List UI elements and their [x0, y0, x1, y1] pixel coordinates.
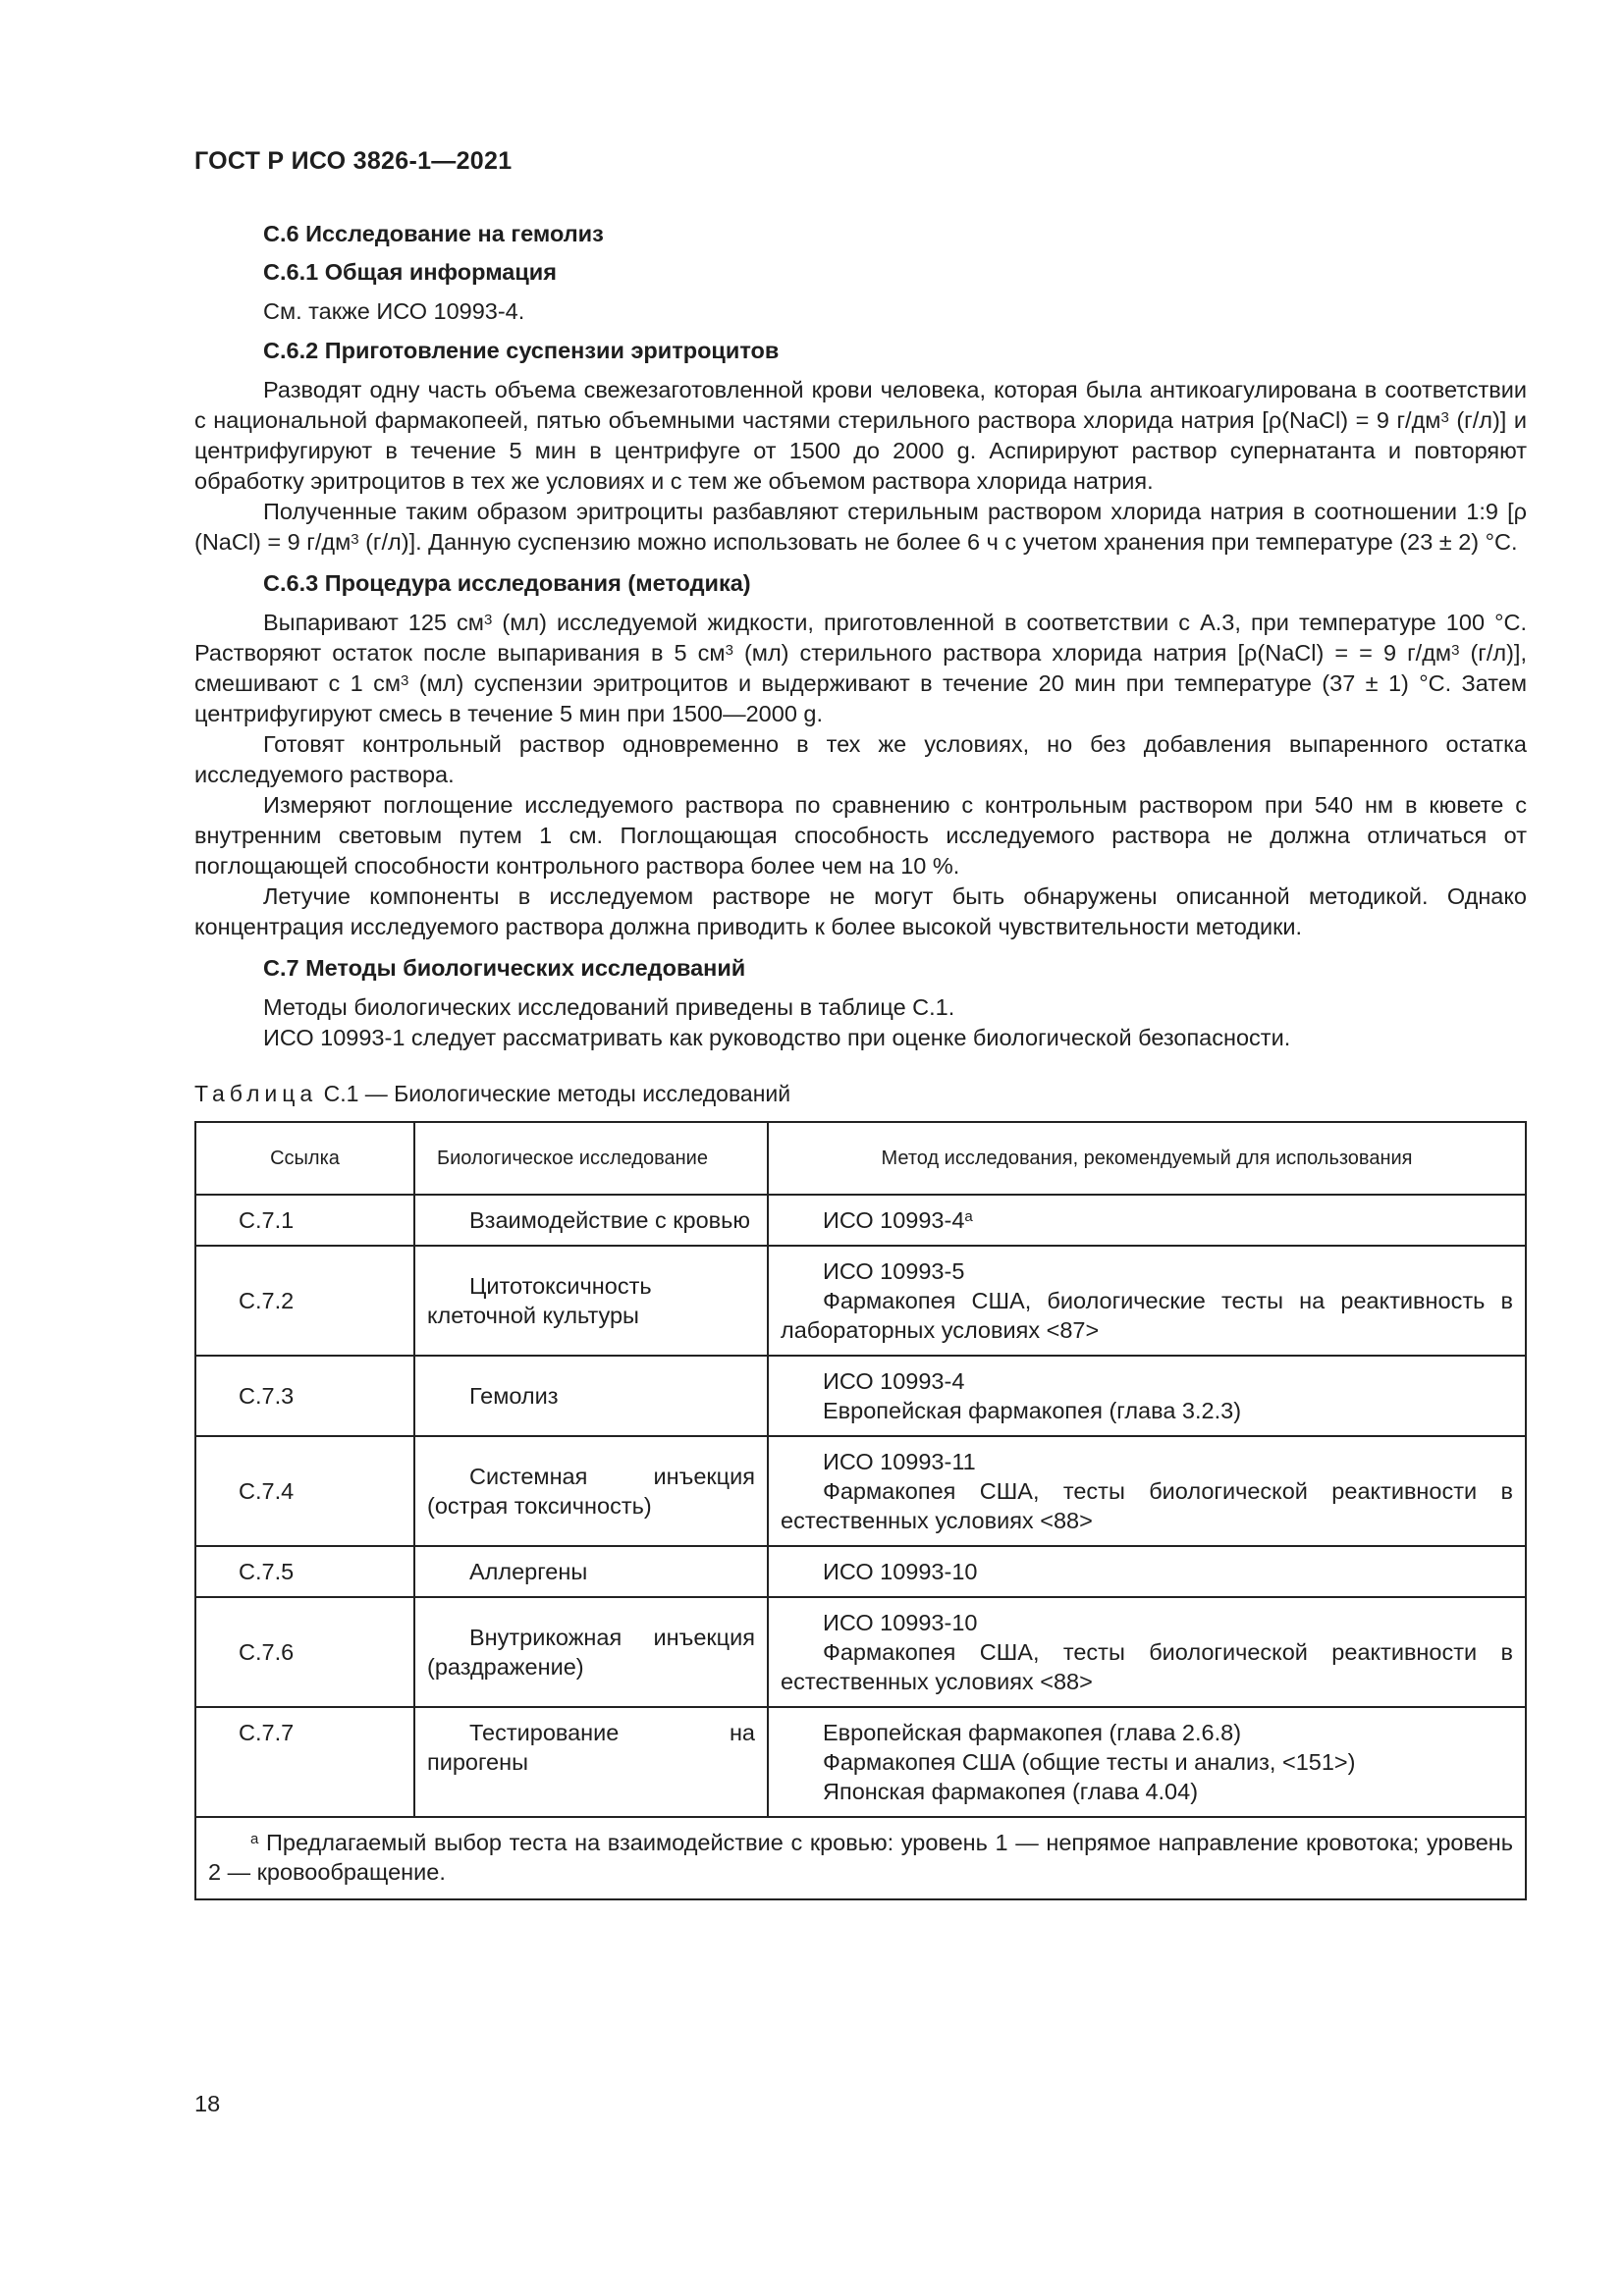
method-cell: ИСО 10993-4$^a$: [768, 1195, 1526, 1246]
method-cell: Европейская фармакопея (глава 2.6.8) Фармакопея США (общие тесты и анализ, <151>) Японская фармакопея (глава 4.04): [768, 1707, 1526, 1817]
table-footnote: $^a$ Предлагаемый выбор теста на взаимодействие с кровью: уровень 1 — непрямое направление кровотока; уровень 2 — кровообращение.: [195, 1817, 1526, 1899]
page-number: 18: [194, 2091, 221, 2116]
table-caption: Таблица С.1 — Биологические методы исследований: [194, 1081, 791, 1106]
table-row: [195, 1436, 1526, 1546]
section-c63-paragraph-3: Измеряют поглощение исследуемого раствора по сравнению с контрольным раствором при 540 нм в кювете с внутренним световым путем 1 см. Поглощающая способность исследуемого раствора не должна отличаться от поглощающей способности контрольного раствора более чем на 10 %.: [194, 792, 1527, 879]
header-test: Биологическое исследование: [414, 1122, 768, 1195]
ref-cell: С.7.2: [195, 1246, 414, 1356]
section-c63-paragraph-1: Выпаривают 125 $см^3$ (мл) исследуемой жидкости, приготовленной в соответствии с А.3, при температуре 100 °С. Растворяют остаток после выпаривания в 5 $см^3$ (мл) стерильного раствора хлорида натрия [ρ(NaCl) = = 9 $г/дм^3$ (г/л)], смешивают с 1 $см^3$ (мл) суспензии эритроцитов и выдерживают в течение 20 мин при температуре (37 ± 1) °С. Затем центрифугируют смесь в течение 5 мин при 1500—2000 g.: [194, 610, 1527, 726]
ref-cell: С.7.7: [195, 1707, 414, 1817]
table-header-row: [195, 1122, 1526, 1195]
table-row: [195, 1356, 1526, 1436]
test-cell: Внутрикожная инъекция (раздражение): [414, 1597, 768, 1707]
method-cell: ИСО 10993-4 Европейская фармакопея (глава 3.2.3): [768, 1356, 1526, 1436]
test-cell: Системная инъекция (острая токсичность): [414, 1436, 768, 1546]
section-c63-paragraph-4: Летучие компоненты в исследуемом растворе не могут быть обнаружены описанной методикой. Однако концентрация исследуемого раствора должна приводить к более высокой чувствительности методики.: [194, 883, 1527, 939]
section-c7-paragraph-2: ИСО 10993-1 следует рассматривать как руководство при оценке биологической безопасности.: [263, 1025, 1291, 1050]
test-cell: Аллергены: [414, 1546, 768, 1597]
section-c62-paragraph-2: Полученные таким образом эритроциты разбавляют стерильным раствором хлорида натрия в соотношении 1:9 [ρ (NaCl) = 9 $г/дм^3$ (г/л)]. Данную суспензию можно использовать не более 6 ч с учетом хранения при температуре (23 ± 2) °С.: [194, 499, 1527, 555]
method-cell: ИСО 10993-10: [768, 1546, 1526, 1597]
document-header: ГОСТ Р ИСО 3826-1—2021: [194, 147, 513, 175]
section-c61-text: См. также ИСО 10993-4.: [263, 298, 525, 324]
biological-methods-table: [194, 1121, 1527, 1900]
method-cell: ИСО 10993-5 Фармакопея США, биологические тесты на реактивность в лабораторных условиях <87>: [768, 1246, 1526, 1356]
table-row: [195, 1597, 1526, 1707]
test-cell: Тестирование на пирогены: [414, 1707, 768, 1817]
header-method: Метод исследования, рекомендуемый для использования: [768, 1122, 1526, 1195]
table-row: [195, 1546, 1526, 1597]
section-c62-paragraph-1: Разводят одну часть объема свежезаготовленной крови человека, которая была антикоагулирована в соответствии с национальной фармакопеей, пятью объемными частями стерильного раствора хлорида натрия [ρ(NaCl) = 9 $г/дм^3$ (г/л)] и центрифугируют в течение 5 мин в центрифуге от 1500 до 2000 g. Аспирируют раствор супернатанта и повторяют обработку эритроцитов в тех же условиях и с тем же объемом раствора хлорида натрия.: [194, 377, 1527, 494]
section-c62-title: C.6.2 Приготовление суспензии эритроцитов: [263, 338, 780, 363]
ref-cell: С.7.3: [195, 1356, 414, 1436]
section-c61-title: C.6.1 Общая информация: [263, 259, 557, 285]
table-row: [195, 1707, 1526, 1817]
ref-cell: С.7.4: [195, 1436, 414, 1546]
test-cell: Цитотоксичность клеточной культуры: [414, 1246, 768, 1356]
method-cell: ИСО 10993-11 Фармакопея США, тесты биологической реактивности в естественных условиях <88>: [768, 1436, 1526, 1546]
header-ref: Ссылка: [195, 1122, 414, 1195]
method-cell: ИСО 10993-10 Фармакопея США, тесты биологической реактивности в естественных условиях <88>: [768, 1597, 1526, 1707]
table-row: [195, 1195, 1526, 1246]
section-c63-title: C.6.3 Процедура исследования (методика): [263, 570, 751, 596]
section-c7-title: C.7 Методы биологических исследований: [263, 955, 746, 981]
ref-cell: С.7.1: [195, 1195, 414, 1246]
ref-cell: С.7.5: [195, 1546, 414, 1597]
ref-cell: С.7.6: [195, 1597, 414, 1707]
document-page: [194, 147, 1527, 1900]
section-c63-paragraph-2: Готовят контрольный раствор одновременно в тех же условиях, но без добавления выпаренного остатка исследуемого раствора.: [194, 731, 1527, 787]
table-row: [195, 1246, 1526, 1356]
test-cell: Гемолиз: [414, 1356, 768, 1436]
section-c7-paragraph-1: Методы биологических исследований приведены в таблице С.1.: [263, 994, 955, 1020]
table-footnote-row: [195, 1817, 1526, 1899]
test-cell: Взаимодействие с кровью: [414, 1195, 768, 1246]
section-c6-title: C.6 Исследование на гемолиз: [263, 221, 604, 246]
